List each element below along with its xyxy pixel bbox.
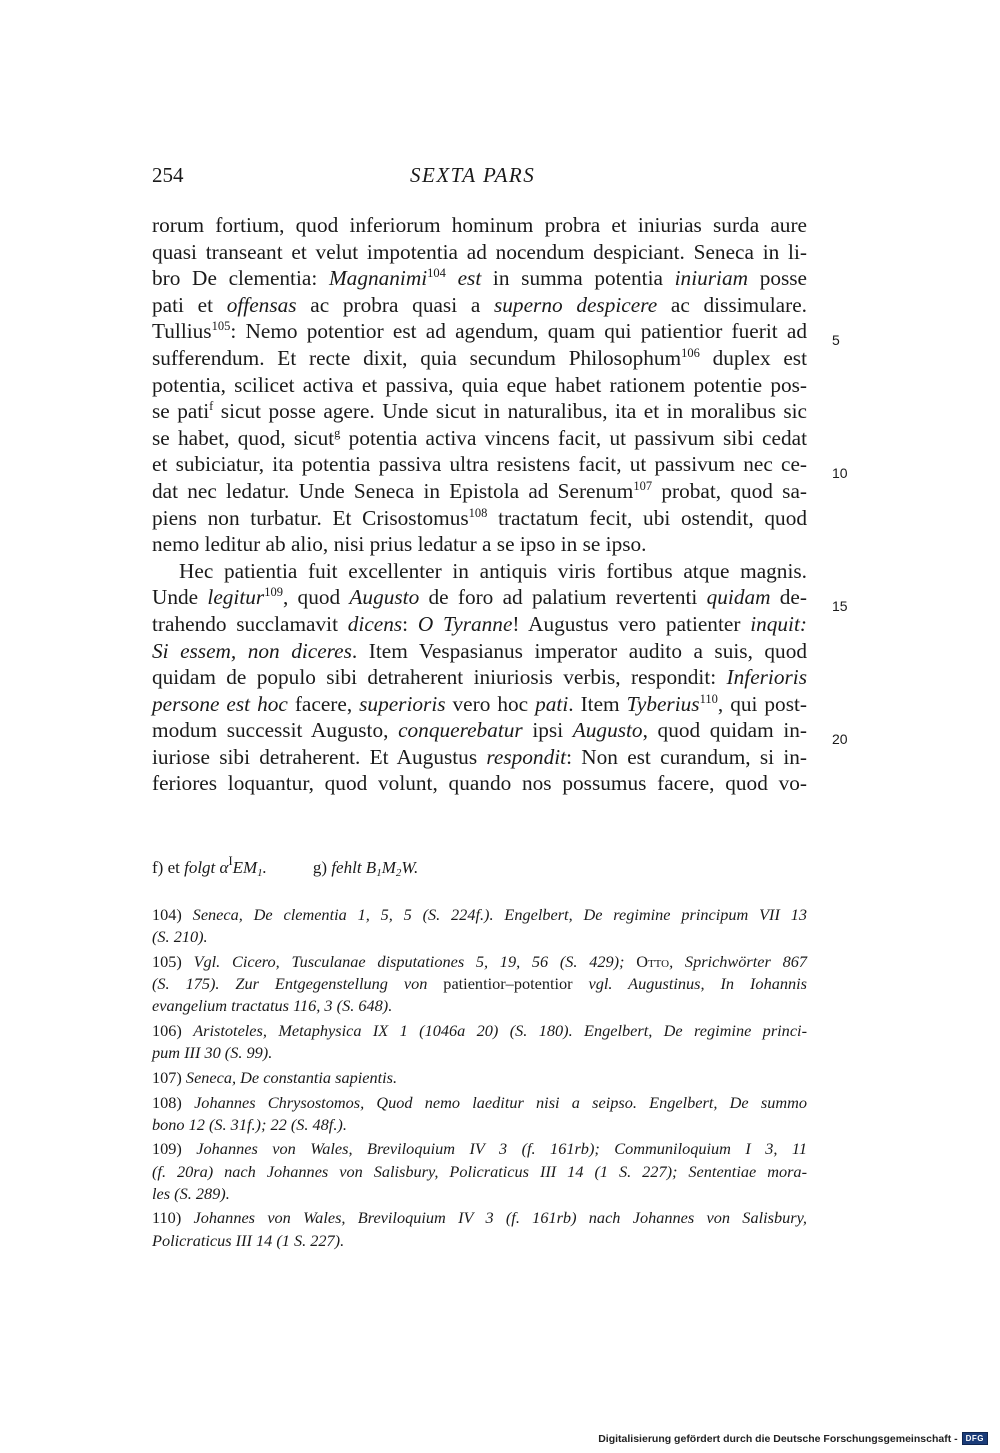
footnote-line: 110) Johannes von Wales, Breviloquium IV 3 (f. 161rb) nach Johannes von Salisbury,	[152, 1208, 807, 1228]
text-line: sufferendum. Et recte dixit, quia secundum Philosophum$^{106}$ duplex est	[152, 345, 807, 370]
footnote-line: les (S. 289).	[152, 1183, 230, 1203]
text-line: et subiciatur, ita potentia passiva ultra resistens facit, ut passivum nec ce-	[152, 452, 807, 477]
text-line: iuriose sibi detraherent. Et Augustus respondit: Non est curandum, si in-	[152, 744, 807, 769]
line-number: 20	[832, 731, 848, 747]
footnote-line: bono 12 (S. 31f.); 22 (S. 48f.).	[152, 1114, 347, 1134]
main-text	[152, 212, 807, 797]
dfg-credit	[598, 1432, 988, 1445]
footnote-line: pum III 30 (S. 99).	[152, 1043, 273, 1063]
footnote-line: Policraticus III 14 (1 S. 227).	[152, 1230, 345, 1250]
footnote-line: 104) Seneca, De clementia 1, 5, 5 (S. 224f.). Engelbert, De regimine principum VII 13	[152, 905, 807, 924]
text-line: potentia, scilicet activa et passiva, quia eque habet rationem potentie pos-	[152, 372, 807, 397]
text-line: Unde legitur$^{109}$, quod Augusto de foro ad palatium revertenti quidam de-	[152, 585, 807, 610]
text-line: modum successit Augusto, conquerebatur ipsi Augusto, quod quidam in-	[152, 718, 807, 743]
critical-apparatus	[152, 854, 419, 879]
footnote-line: 105) Vgl. Cicero, Tusculanae disputationes 5, 19, 56 (S. 429); Otto, Sprichwörter 867	[152, 951, 807, 971]
text-line: nemo leditur ab alio, nisi prius ledatur a se ipso in se ipso.	[152, 532, 647, 557]
text-line: pati et offensas ac probra quasi a superno despicere ac dissimulare.	[152, 292, 807, 317]
footnote-line: 107) Seneca, De constantia sapientis.	[152, 1067, 398, 1087]
text-line: trahendo succlamavit dicens: O Tyranne! Augustus vero patienter inquit:	[152, 611, 807, 636]
footnote-line: 108) Johannes Chrysostomos, Quod nemo laeditur nisi a seipso. Engelbert, De summo	[152, 1092, 807, 1112]
running-head: SEXTA PARS	[410, 163, 536, 187]
footnote-line: 109) Johannes von Wales, Breviloquium IV 3 (f. 161rb); Communiloquium I 3, 11	[152, 1139, 807, 1159]
text-line: se habet, quod, sicut$^g$ potentia activa vincens facit, ut passivum sibi cedat	[152, 425, 807, 450]
text-line: bro De clementia: Magnanimi$^{104}$ est in summa potentia iniuriam posse	[152, 266, 808, 291]
text-line: piens non turbatur. Et Crisostomus$^{108}$ tractatum fecit, ubi ostendit, quod	[152, 505, 807, 530]
footnote-line: evangelium tractatus 116, 3 (S. 648).	[152, 996, 393, 1016]
text-line: quidam de populo sibi detraherent iniuriosis verbis, respondit: Inferioris	[152, 665, 807, 690]
footnote-line: (S. 210).	[152, 927, 208, 947]
text-line: rorum fortium, quod inferiorum hominum probra et iniurias surda aure	[152, 213, 807, 237]
text-line: persone est hoc facere, superioris vero hoc pati. Item Tyberius$^{110}$, qui post-	[152, 691, 807, 716]
footnotes	[152, 904, 807, 1252]
text-line: Tullius$^{105}$: Nemo potentior est ad agendum, quam qui patientior fuerit ad	[152, 319, 807, 344]
text-line: Hec patientia fuit excellenter in antiquis viris fortibus atque magnis.	[179, 558, 807, 583]
footnote-line: (f. 20ra) nach Johannes von Salisbury, Policraticus III 14 (1 S. 227); Sententiae mora-	[152, 1161, 807, 1181]
text-line: dat nec ledatur. Unde Seneca in Epistola ad Serenum$^{107}$ probat, quod sa-	[152, 478, 807, 503]
apparatus-note-f: f) et folgt $\alpha^IEM_1$.	[152, 854, 267, 879]
apparatus-note-g: g) fehlt $B_1M_2W$.	[312, 858, 419, 879]
text-line: se pati$^f$ sicut posse agere. Unde sicut in naturalibus, ita et in moralibus sic	[152, 399, 807, 424]
text-line: quasi transeant et velut impotentia ad nocendum despiciant. Seneca in li-	[152, 239, 807, 264]
page-number: 254	[152, 163, 184, 187]
line-number: 15	[832, 598, 848, 614]
dfg-logo-icon: DFG	[962, 1432, 988, 1445]
line-number: 10	[832, 465, 848, 481]
line-number: 5	[832, 332, 840, 348]
footnote-line: (S. 175). Zur Entgegenstellung von patientior–potentior vgl. Augustinus, In Iohannis	[152, 974, 807, 994]
footnote-line: 106) Aristoteles, Metaphysica IX 1 (1046a 20) (S. 180). Engelbert, De regimine princi-	[152, 1020, 807, 1040]
dfg-credit-text: Digitalisierung gefördert durch die Deutsche Forschungsgemeinschaft -	[598, 1432, 958, 1445]
text-line: feriores loquantur, quod volunt, quando nos possumus facere, quod vo-	[152, 771, 807, 796]
text-line: Si essem, non diceres. Item Vespasianus imperator audito a suis, quod	[152, 638, 807, 663]
